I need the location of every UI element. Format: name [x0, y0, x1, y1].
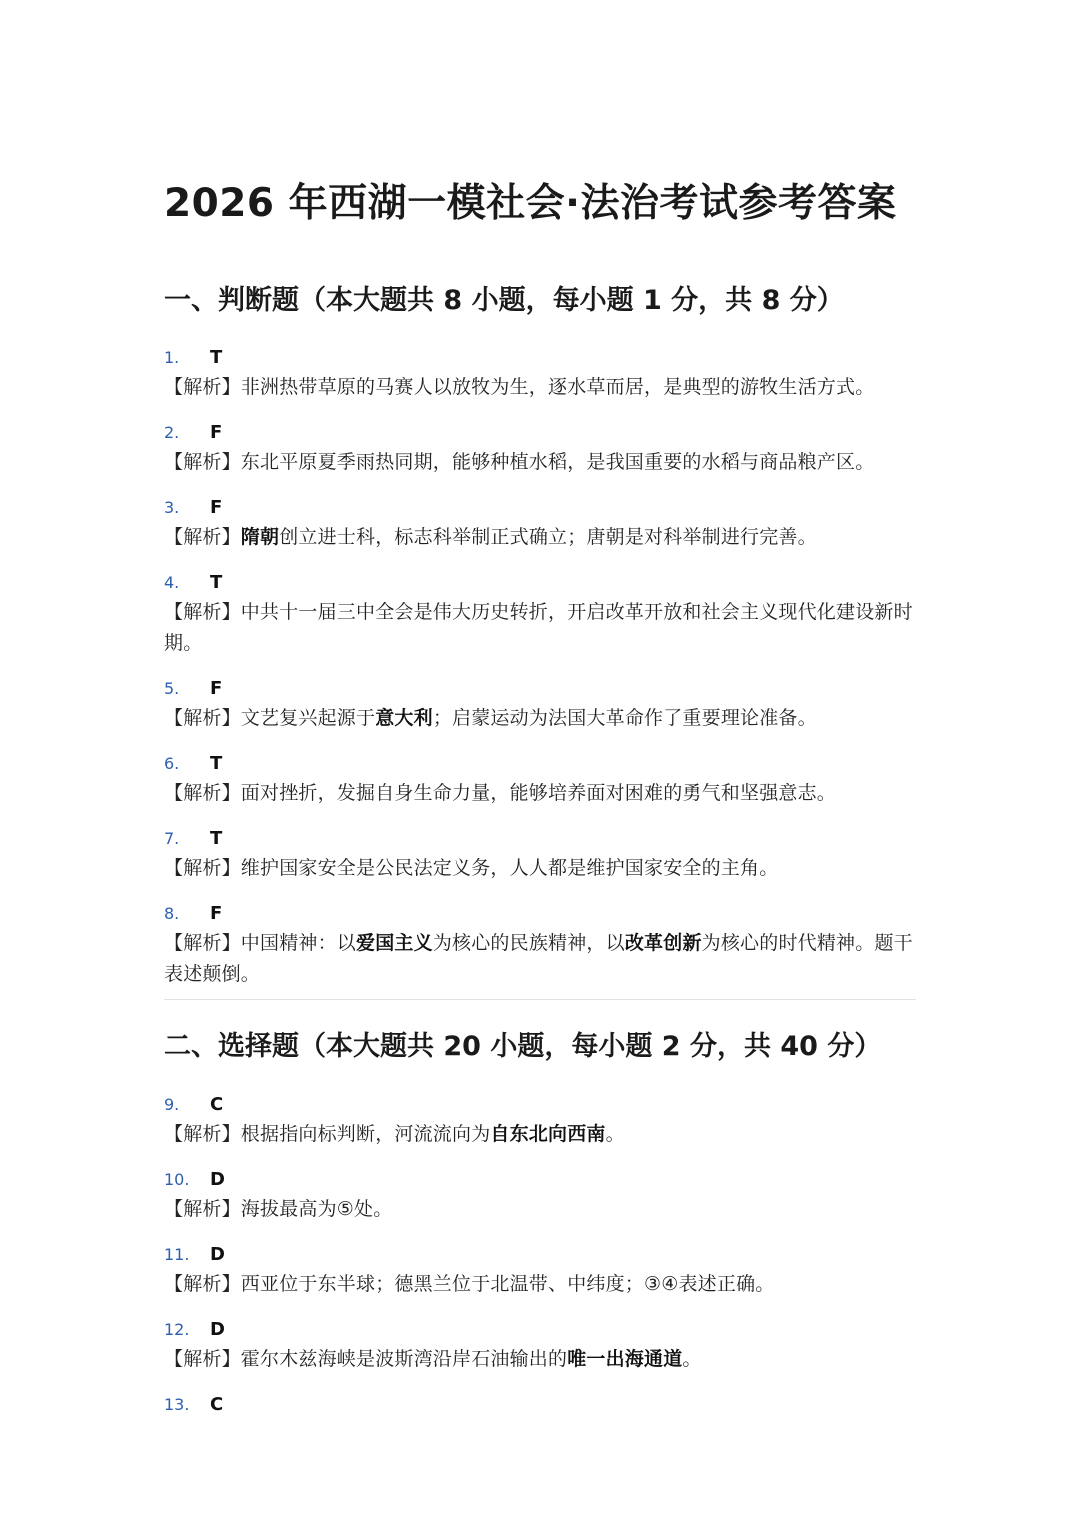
explanation-text: 【解析】非洲热带草原的马赛人以放牧为生，逐水草而居，是典型的游牧生活方式。 — [164, 376, 875, 398]
explanation-text: 【解析】霍尔木兹海峡是波斯湾沿岸石油输出的 — [164, 1348, 568, 1370]
question-item — [164, 1241, 916, 1300]
explanation-text: 创立进士科，标志科举制正式确立；唐朝是对科举制进行完善。 — [279, 526, 817, 548]
explanation-text: 【解析】海拔最高为⑤处。 — [164, 1198, 393, 1220]
explanation-text: 【解析】西亚位于东半球；德黑兰位于北温带、中纬度；③④表述正确。 — [164, 1273, 775, 1295]
question-item — [164, 569, 916, 659]
question-answer-row — [164, 1391, 916, 1419]
question-list — [164, 344, 916, 990]
emphasized-term: 自东北向西南 — [490, 1123, 606, 1145]
question-answer-row — [164, 1241, 916, 1269]
question-number: 7. — [164, 829, 180, 848]
question-answer-row — [164, 825, 916, 853]
answer-explanation — [164, 778, 916, 809]
section-divider — [164, 999, 916, 1000]
question-number: 13. — [164, 1395, 190, 1414]
emphasized-term: 改革创新 — [624, 932, 702, 954]
question-answer-row — [164, 1316, 916, 1344]
question-number: 9. — [164, 1095, 180, 1114]
section-heading: 一、判断题（本大题共 8 小题，每小题 1 分，共 8 分） — [164, 285, 844, 316]
emphasized-term: 意大利 — [375, 707, 433, 729]
answer-key: F — [210, 903, 223, 924]
question-number: 2. — [164, 423, 180, 442]
question-item — [164, 675, 916, 734]
answer-key: T — [210, 572, 223, 593]
question-answer-row — [164, 900, 916, 928]
answer-key: D — [210, 1244, 225, 1265]
question-answer-row — [164, 675, 916, 703]
question-item — [164, 750, 916, 809]
explanation-text: 为核心的民族精神，以 — [432, 932, 625, 954]
question-answer-row — [164, 569, 916, 597]
question-answer-row — [164, 750, 916, 778]
explanation-text: 【解析】文艺复兴起源于 — [164, 707, 376, 729]
explanation-text: 【解析】维护国家安全是公民法定义务，人人都是维护国家安全的主角。 — [164, 857, 779, 879]
question-list — [164, 1091, 916, 1419]
emphasized-term: 唯一出海通道 — [567, 1348, 683, 1370]
answer-explanation — [164, 447, 916, 478]
document-title: 2026 年西湖一模社会·法治考试参考答案 — [164, 181, 897, 226]
question-item — [164, 900, 916, 990]
explanation-text: 为核心的时代精神。题干表述颠倒。 — [164, 932, 913, 985]
question-answer-row — [164, 1091, 916, 1119]
question-item — [164, 1091, 916, 1150]
question-number: 4. — [164, 573, 180, 592]
question-number: 11. — [164, 1245, 190, 1264]
question-number: 3. — [164, 498, 180, 517]
answer-explanation — [164, 372, 916, 403]
explanation-text: 【解析】根据指向标判断，河流流向为 — [164, 1123, 491, 1145]
answer-key: C — [210, 1094, 224, 1115]
question-number: 5. — [164, 679, 180, 698]
question-answer-row — [164, 1166, 916, 1194]
explanation-text: 【解析】面对挫折，发掘自身生命力量，能够培养面对困难的勇气和坚强意志。 — [164, 782, 837, 804]
question-number: 12. — [164, 1320, 190, 1339]
explanation-text: 。 — [605, 1123, 625, 1145]
answer-key: F — [210, 422, 223, 443]
explanation-text: 【解析】中国精神：以 — [164, 932, 357, 954]
answer-explanation — [164, 597, 916, 659]
question-item — [164, 494, 916, 553]
answer-explanation — [164, 703, 916, 734]
explanation-text: 。 — [682, 1348, 702, 1370]
answer-key: D — [210, 1169, 225, 1190]
question-item — [164, 825, 916, 884]
answer-explanation — [164, 522, 916, 553]
answer-explanation — [164, 928, 916, 990]
explanation-text: ；启蒙运动为法国大革命作了重要理论准备。 — [432, 707, 817, 729]
answer-key: F — [210, 678, 223, 699]
section-multiple-choice — [164, 1029, 916, 1435]
answer-key: T — [210, 347, 223, 368]
answer-key: C — [210, 1394, 224, 1415]
answer-key: F — [210, 497, 223, 518]
explanation-text: 【解析】东北平原夏季雨热同期，能够种植水稻，是我国重要的水稻与商品粮产区。 — [164, 451, 875, 473]
question-item — [164, 1166, 916, 1225]
question-item — [164, 344, 916, 403]
question-answer-row — [164, 419, 916, 447]
question-item — [164, 419, 916, 478]
question-answer-row — [164, 494, 916, 522]
emphasized-term: 爱国主义 — [356, 932, 433, 954]
question-item — [164, 1391, 916, 1419]
answer-explanation — [164, 1194, 916, 1225]
question-number: 10. — [164, 1170, 190, 1189]
section-heading: 二、选择题（本大题共 20 小题，每小题 2 分，共 40 分） — [164, 1031, 882, 1062]
question-answer-row — [164, 344, 916, 372]
explanation-text: 【解析】 — [164, 526, 241, 548]
section-true-false — [164, 283, 916, 1006]
emphasized-term: 隋朝 — [240, 526, 280, 548]
question-number: 8. — [164, 904, 180, 923]
answer-explanation — [164, 1119, 916, 1150]
answer-key: D — [210, 1319, 225, 1340]
question-number: 6. — [164, 754, 180, 773]
answer-key: T — [210, 828, 223, 849]
answer-key: T — [210, 753, 223, 774]
answer-explanation — [164, 1269, 916, 1300]
answer-explanation — [164, 1344, 916, 1375]
question-item — [164, 1316, 916, 1375]
answer-explanation — [164, 853, 916, 884]
question-number: 1. — [164, 348, 180, 367]
explanation-text: 【解析】中共十一届三中全会是伟大历史转折，开启改革开放和社会主义现代化建设新时期。 — [164, 601, 913, 654]
